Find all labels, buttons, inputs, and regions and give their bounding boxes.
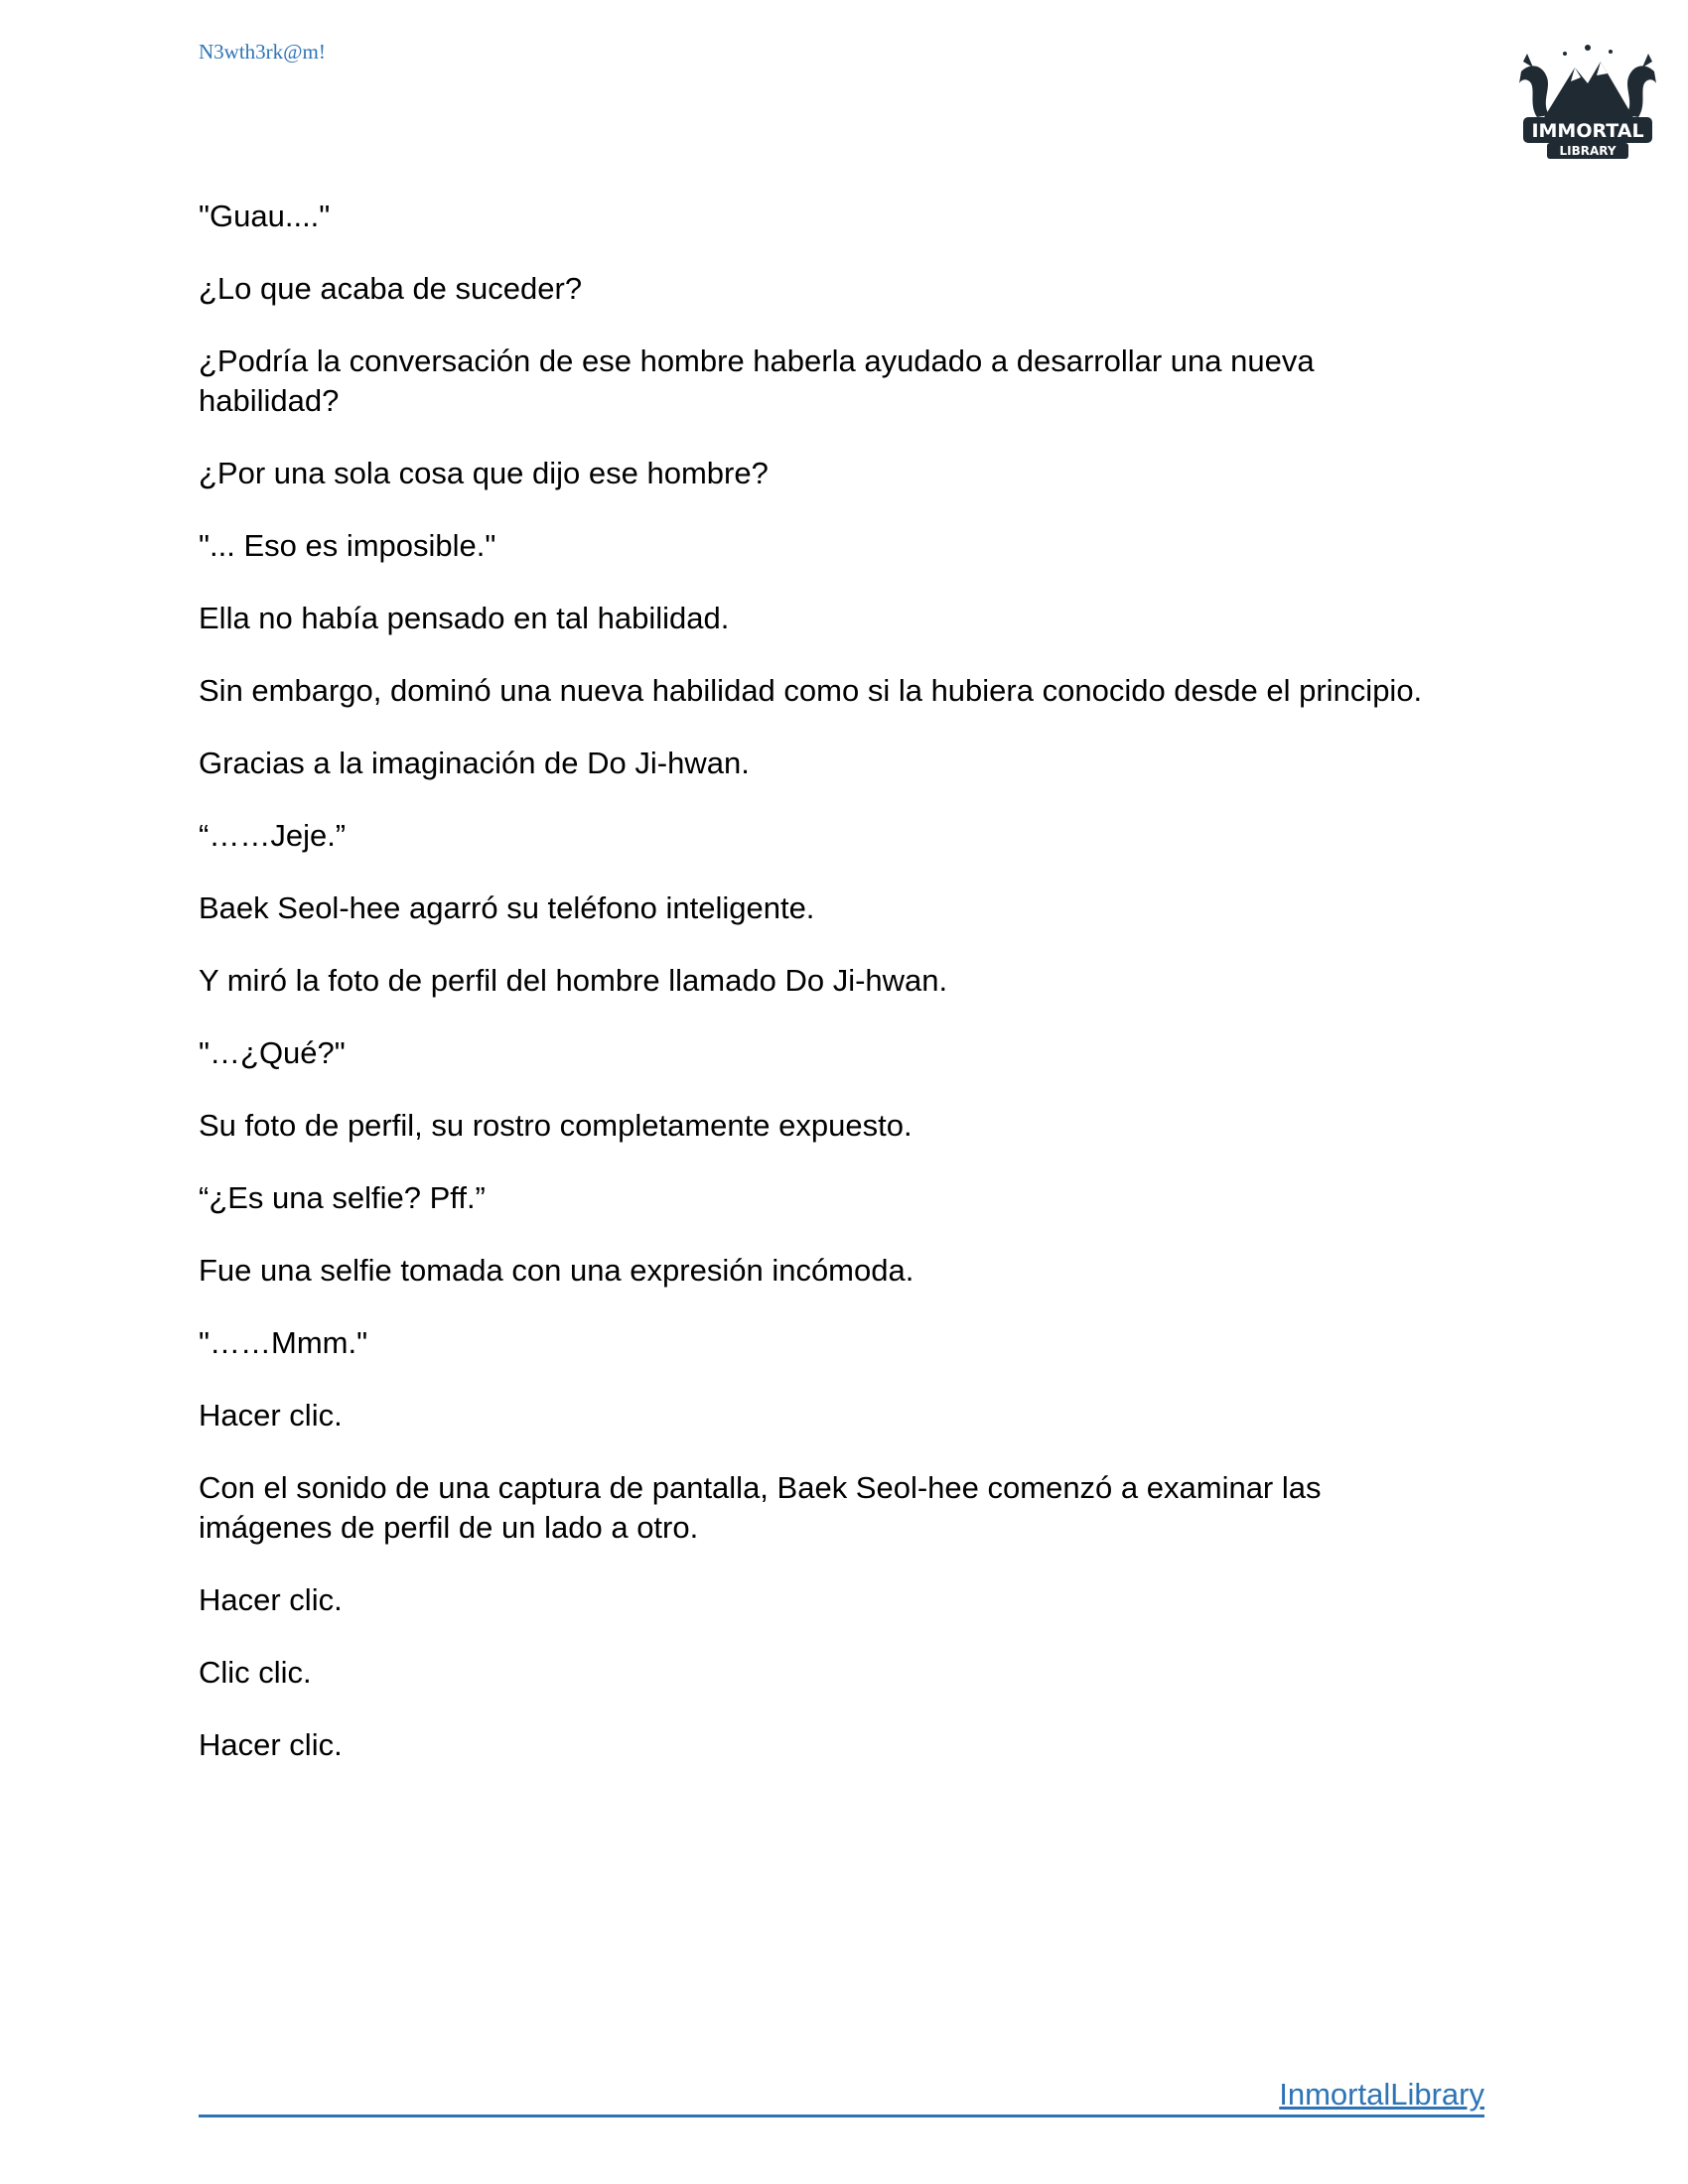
footer-link[interactable]: InmortalLibrary bbox=[1279, 2077, 1484, 2112]
paragraph: Sin embargo, dominó una nueva habilidad como si la hubiera conocido desde el principio. bbox=[199, 673, 1423, 708]
paragraph: "…¿Qué?" bbox=[199, 1035, 346, 1070]
paragraph: ¿Por una sola cosa que dijo ese hombre? bbox=[199, 456, 769, 490]
paragraph: ¿Lo que acaba de suceder? bbox=[199, 271, 583, 306]
header-watermark-text: N3wth3rk@m! bbox=[199, 40, 326, 64]
paragraph: "... Eso es imposible." bbox=[199, 528, 496, 563]
paragraph: “¿Es una selfie? Pff.” bbox=[199, 1180, 486, 1215]
paragraph: Baek Seol-hee agarró su teléfono inteligente. bbox=[199, 890, 815, 925]
paragraph: Gracias a la imaginación de Do Ji-hwan. bbox=[199, 746, 750, 780]
paragraph: Hacer clic. bbox=[199, 1582, 343, 1617]
paragraph: “……Jeje.” bbox=[199, 818, 347, 853]
paragraph: Ella no había pensado en tal habilidad. bbox=[199, 601, 730, 635]
paragraph: "……Mmm." bbox=[199, 1325, 368, 1360]
paragraph: Y miró la foto de perfil del hombre llamado Do Ji-hwan. bbox=[199, 963, 948, 998]
document-body bbox=[199, 197, 1430, 1798]
paragraph: Su foto de perfil, su rostro completamente expuesto. bbox=[199, 1108, 913, 1143]
paragraph: ¿Podría la conversación de ese hombre haberla ayudado a desarrollar una nueva habilidad? bbox=[199, 343, 1324, 418]
dragon-mountain-crest-icon bbox=[1519, 45, 1656, 119]
immortal-library-logo bbox=[1513, 32, 1662, 166]
paragraph: Clic clic. bbox=[199, 1655, 312, 1690]
paragraph: Hacer clic. bbox=[199, 1398, 343, 1433]
page-footer bbox=[199, 2075, 1484, 2117]
paragraph: Con el sonido de una captura de pantalla, Baek Seol-hee comenzó a examinar las imágenes de perfil de un lado a otro. bbox=[199, 1470, 1331, 1545]
logo-subtitle-text: LIBRARY bbox=[1559, 144, 1617, 158]
paragraph: Hacer clic. bbox=[199, 1727, 343, 1762]
logo-title-text: IMMORTAL bbox=[1531, 120, 1644, 142]
paragraph: "Guau...." bbox=[199, 199, 331, 233]
paragraph: Fue una selfie tomada con una expresión incómoda. bbox=[199, 1253, 914, 1288]
